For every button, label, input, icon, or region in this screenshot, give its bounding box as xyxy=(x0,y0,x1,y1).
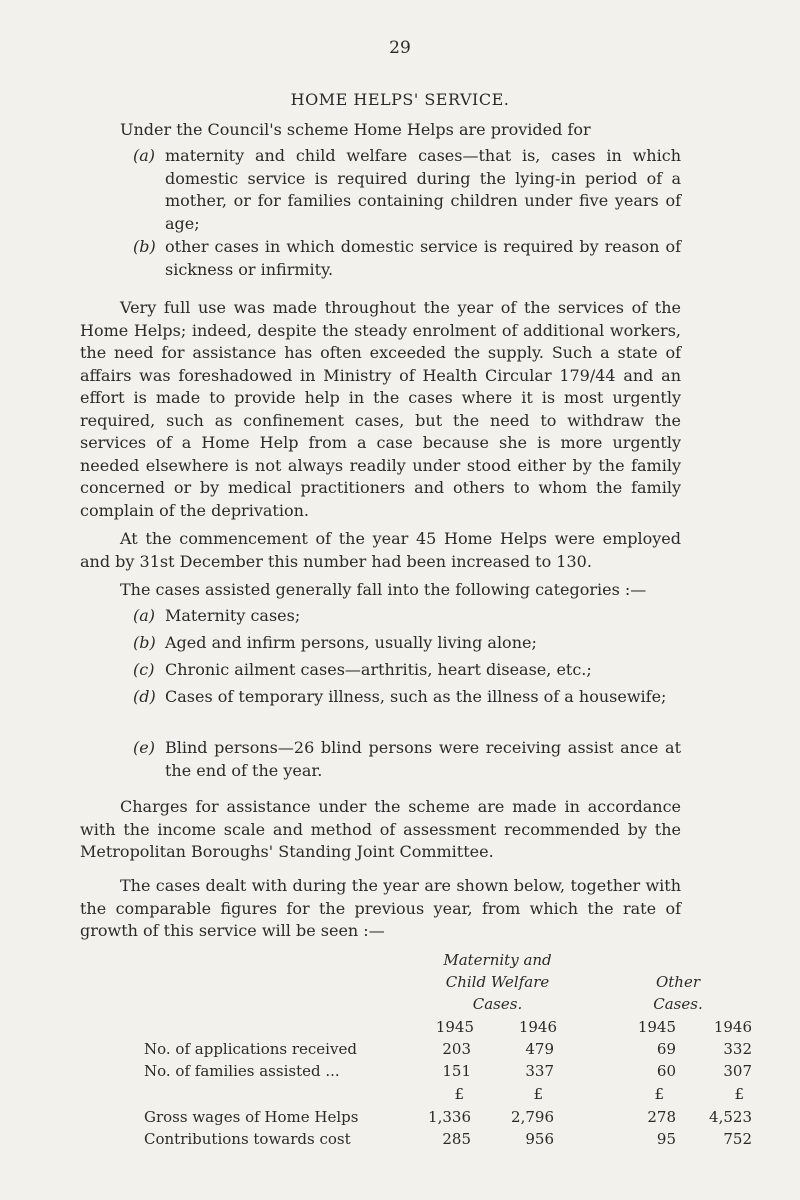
group1-header-line2: Child Welfare xyxy=(445,973,550,991)
categories-intro: The cases assisted generally fall into the following categories :— xyxy=(120,580,647,599)
year-header: 1946 xyxy=(518,1018,557,1036)
table-cell: 278 xyxy=(647,1108,676,1126)
category-label: (d) xyxy=(133,687,156,706)
table-cell: 151 xyxy=(442,1062,471,1080)
table-cell: 95 xyxy=(656,1130,676,1148)
category-label: (e) xyxy=(133,738,155,757)
year-header: 1946 xyxy=(713,1018,752,1036)
table-cell: 2,796 xyxy=(511,1108,554,1126)
table-cell: 69 xyxy=(656,1040,676,1058)
currency-symbol: £ xyxy=(654,1085,664,1103)
category-text: Maternity cases; xyxy=(165,606,301,625)
row-label: No. of applications received xyxy=(144,1040,357,1058)
category-text: Blind persons—26 blind persons were receiving assist ance at the end of the year. xyxy=(165,738,681,780)
staff-paragraph: At the commencement of the year 45 Home Helps were employed and by 31st December this number had been increased to 130. xyxy=(80,529,681,571)
category-label: (c) xyxy=(133,660,155,679)
row-label: No. of families assisted ... xyxy=(144,1062,340,1080)
table-cell: 479 xyxy=(525,1040,554,1058)
currency-symbol: £ xyxy=(533,1085,543,1103)
group1-header-line1: Maternity and xyxy=(443,951,552,969)
category-label: (b) xyxy=(133,633,156,652)
year-header: 1945 xyxy=(435,1018,474,1036)
row-label: Gross wages of Home Helps xyxy=(144,1108,359,1126)
row-label: Contributions towards cost xyxy=(144,1130,351,1148)
provision-text: other cases in which domestic service is required by reason of sickness or infirmity. xyxy=(165,237,681,279)
table-cell: 60 xyxy=(656,1062,676,1080)
charges-paragraph: Charges for assistance under the scheme are made in accordance with the income scale and method of assessment recommended by the Metropolitan Boroughs' Standing Joint Committee. xyxy=(80,797,681,861)
provision-text: maternity and child welfare cases—that is, cases in which domestic service is required during the lying-in period of a mother, or for families containing children under five years of age; xyxy=(165,146,681,233)
page-number: 29 xyxy=(389,38,411,58)
table-cell: 337 xyxy=(525,1062,554,1080)
table-cell: 1,336 xyxy=(428,1108,471,1126)
section-title: HOME HELPS' SERVICE. xyxy=(290,90,510,109)
usage-paragraph: Very full use was made throughout the year of the services of the Home Helps; indeed, despite the steady enrolment of additional workers, the need for assistance has often exceeded the supply. Such a state of affairs was foreshadowed in Ministry of Health Circular 179/44 and an effort is made to provide help in the cases where it is most urgently required, such as confinement cases, but the need to withdraw the services of a Home Help from a case because she is more urgently needed elsewhere is not always readily under stood either by the family concerned or by medical practitioners and others to whom the family complain of the deprivation. xyxy=(80,298,681,520)
category-text: Aged and infirm persons, usually living alone; xyxy=(165,633,537,652)
category-label: (a) xyxy=(133,606,156,625)
group2-header-line2: Cases. xyxy=(653,995,703,1013)
category-text: Cases of temporary illness, such as the illness of a housewife; xyxy=(165,687,667,706)
provision-label: (a) xyxy=(133,146,156,165)
table-cell: 956 xyxy=(525,1130,554,1148)
currency-symbol: £ xyxy=(454,1085,464,1103)
table-cell: 4,523 xyxy=(709,1108,752,1126)
table-intro-paragraph: The cases dealt with during the year are shown below, together with the comparable figures for the previous year, from which the rate of growth of this service will be seen :— xyxy=(80,876,681,940)
intro-paragraph: Under the Council's scheme Home Helps are provided for xyxy=(120,120,591,139)
group2-header-line1: Other xyxy=(655,973,701,991)
year-header: 1945 xyxy=(637,1018,676,1036)
currency-symbol: £ xyxy=(734,1085,744,1103)
table-cell: 307 xyxy=(723,1062,752,1080)
table-cell: 203 xyxy=(442,1040,471,1058)
table-cell: 752 xyxy=(723,1130,752,1148)
table-cell: 285 xyxy=(442,1130,471,1148)
table-cell: 332 xyxy=(723,1040,752,1058)
group1-header-line3: Cases. xyxy=(472,995,523,1013)
category-text: Chronic ailment cases—arthritis, heart disease, etc.; xyxy=(165,660,592,679)
provision-label: (b) xyxy=(133,237,156,256)
